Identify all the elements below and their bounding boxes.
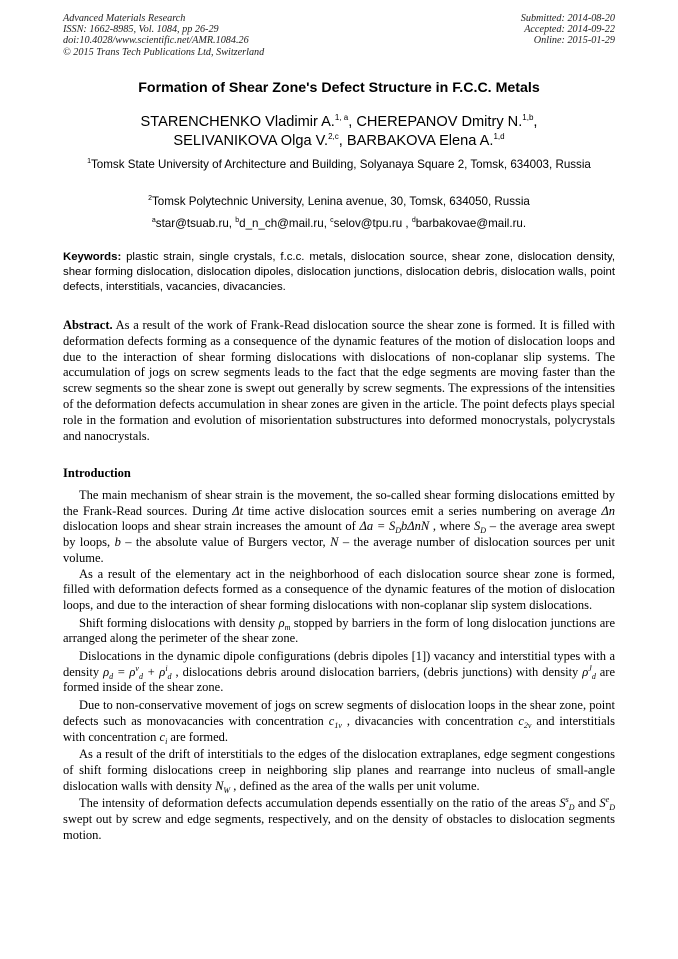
keywords bbox=[63, 250, 615, 295]
paragraph: Due to non-conservative movement of jogs on screw segments of dislocation loops in the shear zone, point defects such as monovacancies with concentration $c_{1v}$ , divacancies with concentration $c_{2v}$ and interstitials with concentration $c_i$ are formed. bbox=[63, 698, 615, 746]
paragraph: Dislocations in the dynamic dipole configurations (debris dipoles [1]) vacancy and interstitial types with a density $\rho_d = \rho^v_d + \rho^i_d$ , dislocations debris around dislocation barriers, (debris junctions) with density $\rho^J_d$ are formed inside of the shear zone. bbox=[63, 649, 616, 695]
email-link[interactable]: barbakovae@mail.ru. bbox=[415, 217, 527, 230]
author-affiliation-mark: 1, a bbox=[334, 113, 349, 122]
journal-header bbox=[63, 13, 264, 58]
affiliation-1: $^1$Tomsk State University of Architecture and Building, Solyanaya Square 2, Tomsk, 634003, Russia bbox=[87, 158, 591, 171]
paper-title: Formation of Shear Zone's Defect Structure in F.C.C. Metals bbox=[138, 80, 540, 96]
author-name: CHEREPANOV Dmitry N. bbox=[356, 114, 523, 130]
abstract-label: Abstract. bbox=[63, 318, 113, 332]
email-link[interactable]: selov@tpu.ru , bbox=[333, 217, 412, 230]
paragraph: The intensity of deformation defects accumulation depends essentially on the ratio of the areas $S^s_D$ and $S^e_D$ swept out by screw and edge segments, respectively, and on the density of obstacles to dislocation segments motion. bbox=[63, 795, 615, 842]
keywords-text: plastic strain, single crystals, f.c.c. metals, dislocation source, shear zone, dislocation density, shear forming dislocation, dislocation dipoles, dislocation junctions, dislocation debris, dislocation walls, point defects, interstitials, vacancies, divacancies. bbox=[63, 251, 615, 293]
section-heading-introduction: Introduction bbox=[63, 466, 131, 480]
abstract bbox=[63, 318, 615, 444]
author-affiliation-mark: 2,c bbox=[328, 132, 339, 141]
equation-dipole-density: $\rho_d = \rho^v_d + \rho^i_d$ bbox=[103, 663, 172, 681]
journal-name: Advanced Materials Research bbox=[63, 13, 186, 24]
equation-shear-strain: $\Delta a = S_Db\Delta nN$ bbox=[359, 519, 430, 536]
journal-copyright: © 2015 Trans Tech Publications Ltd, Switzerland bbox=[63, 46, 265, 58]
email-link[interactable]: d_n_ch@mail.ru, bbox=[239, 217, 331, 230]
author-name: STARENCHENKO Vladimir A. bbox=[140, 114, 335, 130]
author-emails: $^a$star@tsuab.ru, $^b$d_n_ch@mail.ru, $^c$selov@tpu.ru , $^d$barbakovae@mail.ru. bbox=[151, 217, 527, 230]
abstract-text: As a result of the work of Frank-Read dislocation source the shear zone is formed. It is filled with deformation defects forming as a consequence of the dynamic features of the motion of dislocation loops and due to the interaction of shear forming dislocations with dislocations of non-coplanar slip systems. The accumulation of jogs on screw segments leads to the fact that the edge segments are moving faster than the screw segments so the shear zone is swept out generally by screw segments. The expressions of the intensities of the deformation defects accumulation in shear zones are given in the article. The point defects plays special role in the formation and evolution of misorientation substructures into deformed monocrystals, polycrystals and nanocrystals. bbox=[63, 318, 615, 443]
author-affiliation-mark: 1,b bbox=[522, 113, 534, 122]
paragraph: As a result of the elementary act in the neighborhood of each dislocation source shear zone is formed, filled with deformation defects formed as a consequence of the dynamic features of the motion of dislocation loops, and due to the interaction of shear forming dislocations with non-coplanar slip system dislocations. bbox=[63, 566, 615, 612]
paragraph: As a result of the drift of interstitials to the edges of the dislocation extraplanes, edge segment congestions of shift forming dislocations creep in neighboring slip planes and rearrange into nucleus of small-angle dislocation walls with density $N_W$ , defined as the area of the walls per unit volume. bbox=[63, 747, 615, 795]
author-name: SELIVANIKOVA Olga V. bbox=[173, 133, 329, 149]
online-date: Online: 2015-01-29 bbox=[533, 35, 615, 47]
author-list: STARENCHENKO Vladimir A.$^{1, a}$, CHEREPANOV Dmitry N.$^{1,b}$, SELIVANIKOVA Olga V.$^{2,c}$, BARBAKOVA Elena A.$^{1,d}$ bbox=[140, 113, 538, 149]
introduction-body bbox=[63, 488, 615, 843]
affiliation-2: $^2$Tomsk Polytechnic University, Lenina avenue, 30, Tomsk, 634050, Russia bbox=[148, 195, 530, 208]
journal-doi: doi:10.4028/www.scientific.net/AMR.1084.26 bbox=[63, 35, 249, 47]
author-affiliation-mark: 1,d bbox=[493, 132, 505, 141]
paragraph: Shift forming dislocations with density $\rho_m$ stopped by barriers in the form of long dislocation junctions are arranged along the perimeter of the shear zone. bbox=[63, 615, 615, 646]
paragraph: The main mechanism of shear strain is the movement, the so-called shear forming dislocations emitted by the Frank-Read sources. During Δt time active dislocation sources emit a series numbering on average Δn dislocation loops and shear strain increases the amount of $\Delta a = S_Db\Delta nN$ , where $S_D$ – the average area swept by loops, b – the absolute value of Burgers vector, N – the average number of dislocation sources per unit volume. bbox=[63, 488, 616, 565]
accepted-date: Accepted: 2014-09-22 bbox=[524, 24, 615, 36]
submitted-date: Submitted: 2014-08-20 bbox=[520, 13, 615, 24]
email-link[interactable]: star@tsuab.ru, bbox=[155, 217, 236, 230]
dates-header bbox=[521, 13, 615, 47]
keywords-label: Keywords: bbox=[63, 251, 122, 263]
journal-issn: ISSN: 1662-8985, Vol. 1084, pp 26-29 bbox=[63, 24, 219, 36]
author-name: BARBAKOVA Elena A. bbox=[346, 133, 494, 149]
